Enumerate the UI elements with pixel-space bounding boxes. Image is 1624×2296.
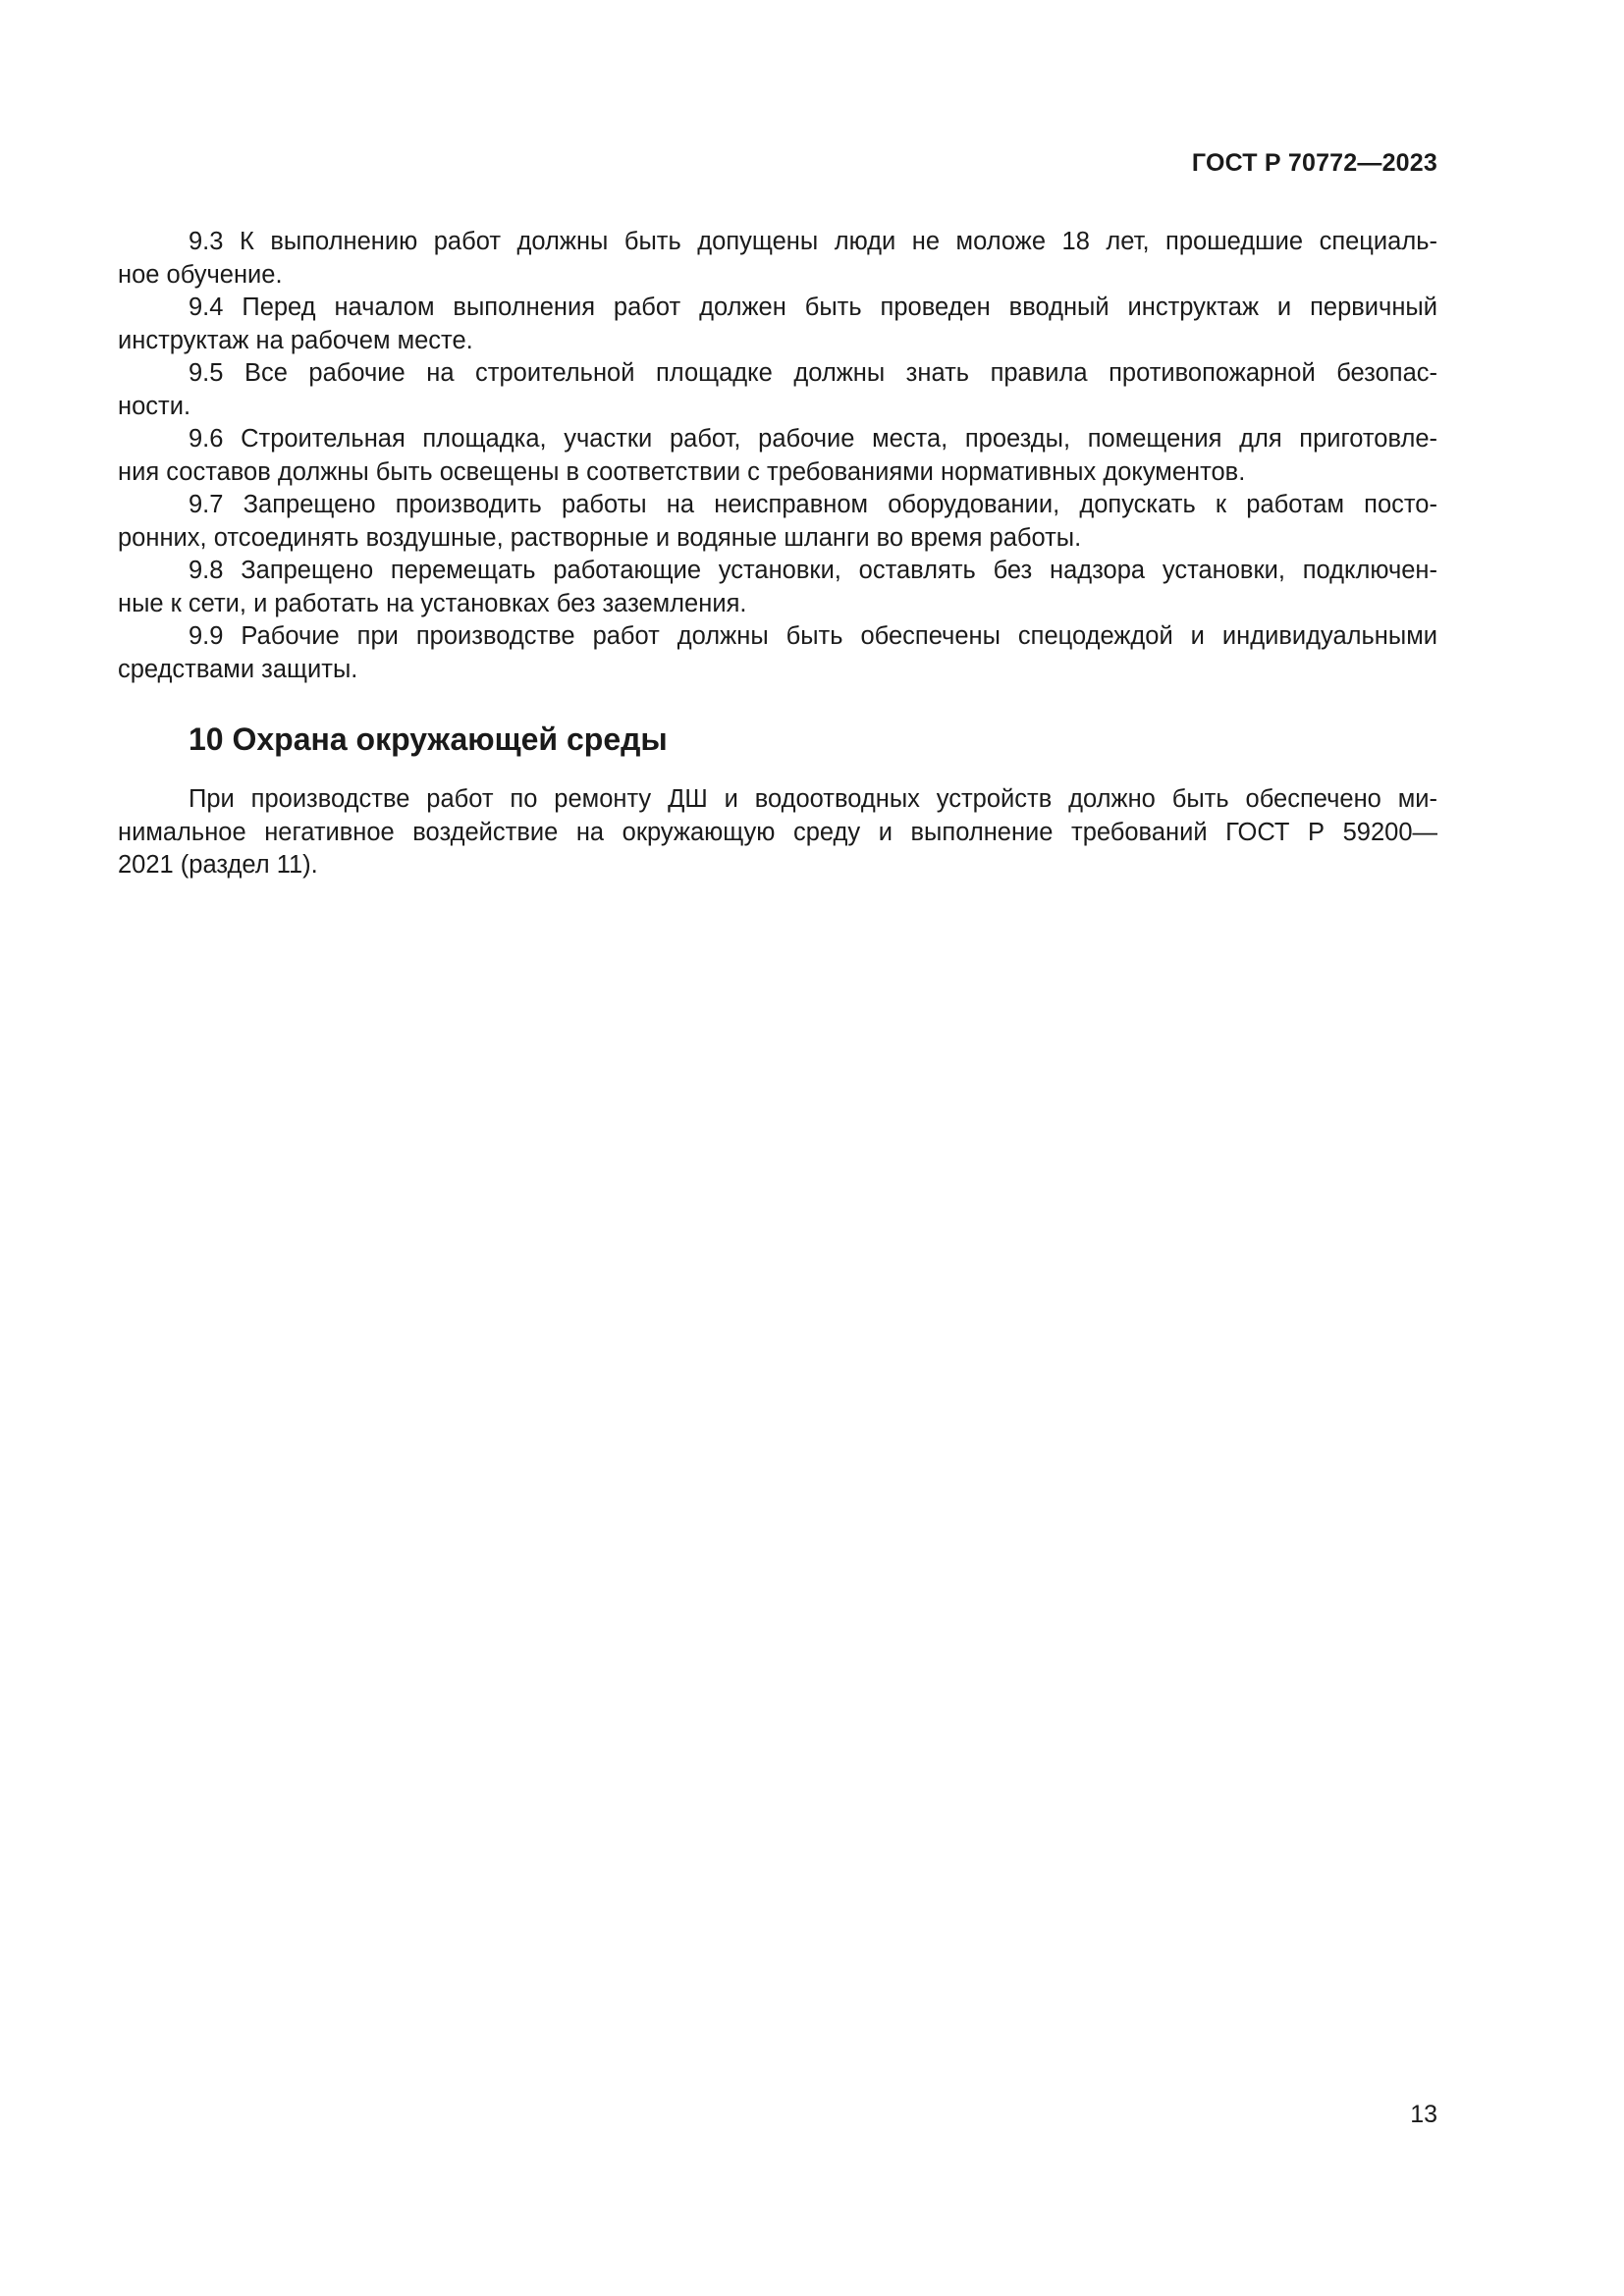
clause-9-6	[118, 423, 1437, 489]
document-id-header: ГОСТ Р 70772—2023	[1191, 149, 1437, 177]
text-line: ронних, отсоединять воздушные, растворные и водяные шланги во время работы.	[118, 523, 1082, 552]
text-line: ния составов должны быть освещены в соответствии с требованиями нормативных документов.	[118, 457, 1246, 486]
text-line: средствами защиты.	[118, 655, 358, 683]
text-line: 9.4 Перед началом выполнения работ должен быть проведен вводный инструктаж и первичный	[189, 294, 1437, 321]
text-line: 9.9 Рабочие при производстве работ должны быть обеспечены спецодеждой и индивидуальными	[189, 622, 1437, 650]
section-10-heading: 10 Охрана окружающей среды	[189, 721, 668, 757]
text-line: При производстве работ по ремонту ДШ и водоотводных устройств должно быть обеспечено ми-	[189, 785, 1437, 813]
clause-9-4	[118, 292, 1437, 357]
text-line: ные к сети, и работать на установках без заземления.	[118, 589, 747, 617]
text-line: 9.3 К выполнению работ должны быть допущены люди не моложе 18 лет, прошедшие специаль-	[189, 228, 1437, 255]
text-line: нимальное негативное воздействие на окружающую среду и выполнение требований ГОСТ Р 59200—	[118, 818, 1437, 846]
text-line: ности.	[118, 392, 191, 420]
page-content	[118, 226, 1437, 882]
clause-9-8	[118, 555, 1437, 620]
text-line: 2021 (раздел 11).	[118, 851, 318, 879]
page-number: 13	[1410, 2101, 1437, 2128]
text-line: 9.8 Запрещено перемещать работающие установки, оставлять без надзора установки, подключен-	[189, 557, 1437, 584]
clause-9-5	[118, 357, 1437, 423]
text-line: 9.6 Строительная площадка, участки работ, рабочие места, проезды, помещения для приготовле-	[189, 425, 1437, 453]
clause-9-7	[118, 489, 1437, 555]
section-10-paragraph	[118, 783, 1437, 882]
text-line: 9.5 Все рабочие на строительной площадке должны знать правила противопожарной безопас-	[189, 359, 1437, 387]
text-line: 9.7 Запрещено производить работы на неисправном оборудовании, допускать к работам посто-	[189, 491, 1437, 518]
clause-9-3	[118, 226, 1437, 292]
clause-9-9	[118, 620, 1437, 686]
text-line: инструктаж на рабочем месте.	[118, 326, 473, 354]
text-line: ное обучение.	[118, 260, 283, 289]
